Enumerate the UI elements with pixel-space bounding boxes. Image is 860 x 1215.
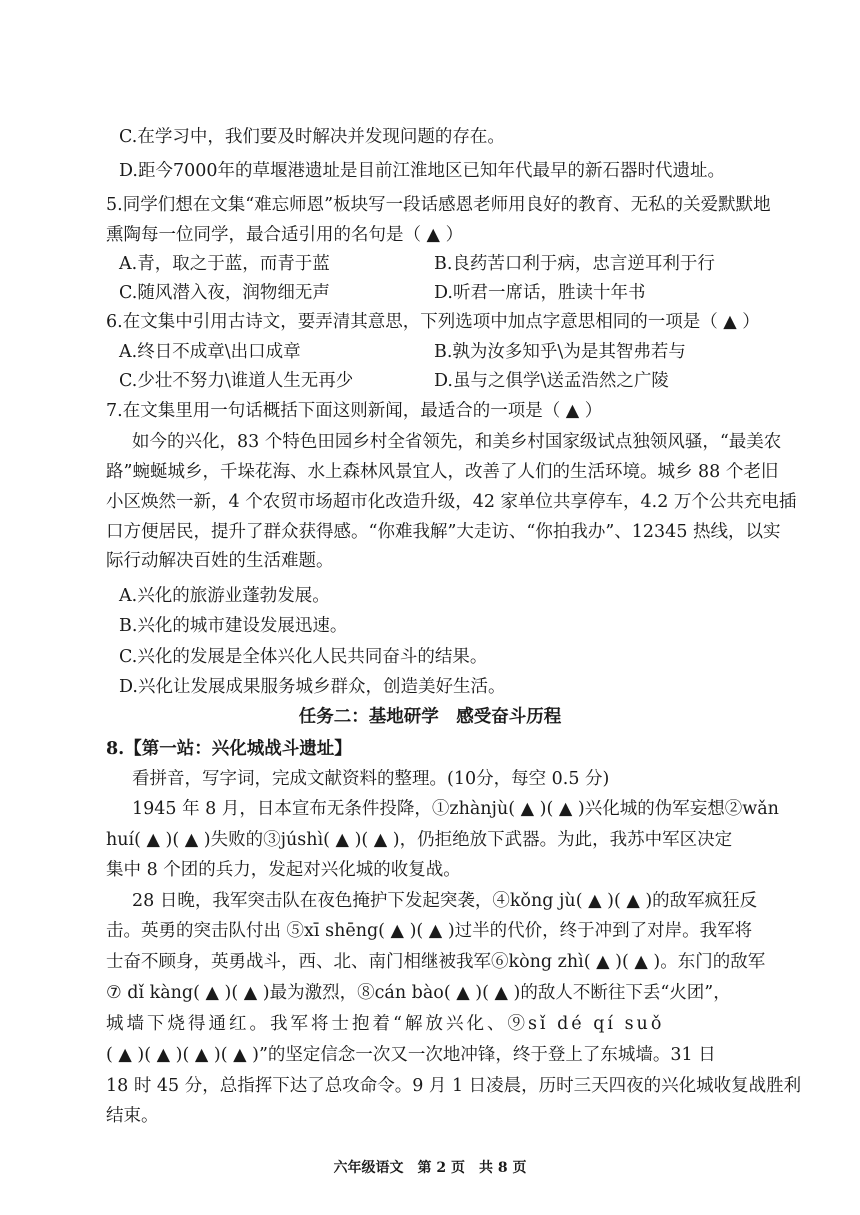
q7-news-line3: 小区焕然一新，4 个农贸市场超市化改造升级，42 家单位共享停车，4.2 万个公共充电插 [106, 492, 797, 512]
q7-news-line5: 际行动解决百姓的生活难题。 [106, 551, 334, 571]
q8-p2-line6: ( ▲ )( ▲ )( ▲ )( ▲ )”的坚定信念一次又一次地冲锋，终于登上了东城墙。31 日 [106, 1045, 716, 1065]
q5-stem-line2: 熏陶每一位同学，最合适引用的名句是（ ▲ ） [106, 225, 464, 245]
q7-news-line2: 路”蜿蜒城乡，千垛花海、水上森林风景宜人，改善了人们的生活环境。城乡 88 个老旧 [106, 462, 779, 482]
q5-option-c: C.随风潜入夜，润物细无声 [119, 283, 330, 303]
q7-news-line4: 口方便居民，提升了群众获得感。“你难我解”大走访、“你拍我办”、12345 热线，以实 [106, 522, 781, 542]
q8-p2-line7: 18 时 45 分，总指挥下达了总攻命令。9 月 1 日凌晨，历时三天四夜的兴化城收复战胜利 [106, 1076, 802, 1096]
q5-stem-line1: 5.同学们想在文集“难忘师恩”板块写一段话感恩老师用良好的教育、无私的关爱默默地 [106, 195, 771, 215]
q6-option-c: C.少壮不努力\谁道人生无再少 [119, 371, 354, 391]
q6-option-a: A.终日不成章\出口成章 [119, 342, 301, 362]
task2-title: 任务二：基地研学 感受奋斗历程 [298, 707, 562, 727]
q6-option-d: D.虽与之俱学\送孟浩然之广陵 [434, 371, 669, 391]
q8-p1-line3: 集中 8 个团的兵力，发起对兴化城的收复战。 [106, 860, 461, 880]
q4-option-d: D.距今7000年的草堰港遗址是目前江淮地区已知年代最早的新石器时代遗址。 [119, 161, 726, 181]
q7-option-c: C.兴化的发展是全体兴化人民共同奋斗的结果。 [119, 647, 488, 667]
q8-p1-line1: 1945 年 8 月，日本宣布无条件投降，①zhànjù( ▲ )( ▲ )兴化城的伪军妄想②wǎn [132, 799, 779, 819]
q8-p2-line3: 士奋不顾身，英勇战斗，西、北、南门相继被我军⑥kòng zhì( ▲ )( ▲ )。东门的敌军 [106, 952, 766, 972]
q5-option-a: A.青，取之于蓝，而青于蓝 [119, 254, 330, 274]
q5-option-b: B.良药苦口利于病，忠言逆耳利于行 [434, 254, 715, 274]
q7-option-d: D.兴化让发展成果服务城乡群众，创造美好生活。 [119, 677, 506, 697]
page-footer: 六年级语文 第 2 页 共 8 页 [333, 1160, 527, 1176]
q7-option-b: B.兴化的城市建设发展迅速。 [119, 616, 348, 636]
q6-option-b: B.孰为汝多知乎\为是其智弗若与 [434, 342, 686, 362]
q8-p2-line5: 城墙下烧得通红。我军将士抱着“解放兴化、⑨sǐ dé qí suǒ [106, 1014, 665, 1034]
q6-stem: 6.在文集中引用古诗文，要弄清其意思，下列选项中加点字意思相同的一项是（ ▲ ） [106, 312, 760, 332]
q7-stem: 7.在文集里用一句话概括下面这则新闻，最适合的一项是（ ▲ ） [106, 401, 603, 421]
q8-p2-line8: 结束。 [106, 1106, 159, 1126]
q8-header: 8.【第一站：兴化城战斗遗址】 [106, 739, 352, 759]
q5-option-d: D.听君一席话，胜读十年书 [434, 283, 646, 303]
q7-option-a: A.兴化的旅游业蓬勃发展。 [119, 586, 330, 606]
q8-instruction: 看拼音，写字词，完成文献资料的整理。(10分，每空 0.5 分) [132, 769, 610, 789]
q8-p2-line4: ⑦ dǐ kàng( ▲ )( ▲ )最为激烈，⑧cán bào( ▲ )( ▲ )的敌人不断往下丢“火团”， [106, 983, 731, 1003]
q8-p2-line2: 击。英勇的突击队付出 ⑤xī shēng( ▲ )( ▲ )过半的代价，终于冲到了对岸。我军将 [106, 921, 753, 941]
q8-p1-line2: huí( ▲ )( ▲ )失败的③júshì( ▲ )( ▲ )，仍拒绝放下武器。为此，我苏中军区决定 [106, 830, 733, 850]
q8-p2-line1: 28 日晚，我军突击队在夜色掩护下发起突袭，④kǒng jù( ▲ )( ▲ )的敌军疯狂反 [132, 891, 758, 911]
q7-news-line1: 如今的兴化，83 个特色田园乡村全省领先，和美乡村国家级试点独领风骚，“最美农 [132, 432, 782, 452]
q4-option-c: C.在学习中，我们要及时解决并发现问题的存在。 [119, 127, 505, 147]
